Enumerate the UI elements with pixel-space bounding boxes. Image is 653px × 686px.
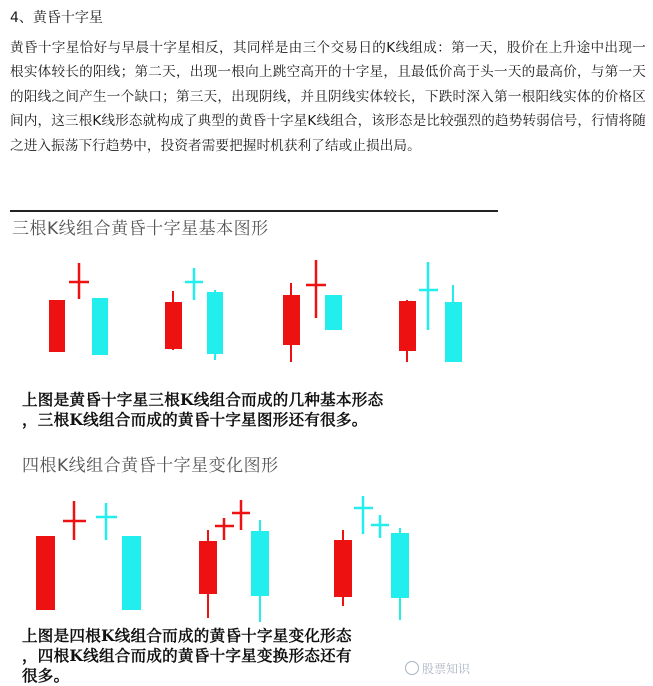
watermark-logo-icon bbox=[405, 661, 419, 675]
bear-candle bbox=[122, 536, 141, 610]
caption-line: ，三根K线组合而成的黄昏十字星图形还有很多。 bbox=[22, 410, 368, 429]
fig2-group3 bbox=[334, 496, 409, 620]
article-paragraph: 黄昏十字星恰好与早晨十字星相反，其同样是由三个交易日的K线组成：第一天，股价在上升途中出现一根实体较长的阳线；第二天，出现一根向上跳空高开的十字星，且最低价高于头一天的最高价，与第一天的阳线之间产生一个缺口；第三天，出现阴线，并且阴线实体较长，下跌时深入第一根阳线实体的价格区间内，这三根K线形态就构成了典型的黄昏十字星K线组合，该形态是比较强烈的趋势转弱信号，行情将随之进入振荡下行趋势中，投资者需要把握时机获利了结或止损出局。 bbox=[10, 40, 646, 154]
bear-candle bbox=[391, 533, 409, 598]
caption-line: 上图是四根K线组合而成的黄昏十字星变化形态 bbox=[22, 626, 352, 645]
figure2-title: 四根K线组合黄昏十字星变化图形 bbox=[22, 456, 279, 476]
bull-candle bbox=[199, 541, 217, 594]
bull-candle bbox=[334, 540, 352, 597]
section-heading: 4、黄昏十字星 bbox=[10, 10, 103, 26]
fig2-group1 bbox=[36, 501, 141, 610]
bear-candle bbox=[251, 531, 269, 596]
fig2-group2 bbox=[199, 500, 269, 622]
bull-candle bbox=[36, 536, 55, 610]
figure2-caption bbox=[22, 626, 352, 686]
figure1-title: 三根K线组合黄昏十字星基本图形 bbox=[12, 219, 269, 239]
watermark-text: 股票知识 bbox=[422, 662, 471, 676]
caption-line: ，四根K线组合而成的黄昏十字星变换形态还有 bbox=[22, 646, 352, 665]
caption-line: 上图是黄昏十字星三根K线组合而成的几种基本形态 bbox=[22, 390, 384, 409]
watermark bbox=[405, 660, 470, 677]
caption-line: 很多。 bbox=[22, 666, 70, 685]
